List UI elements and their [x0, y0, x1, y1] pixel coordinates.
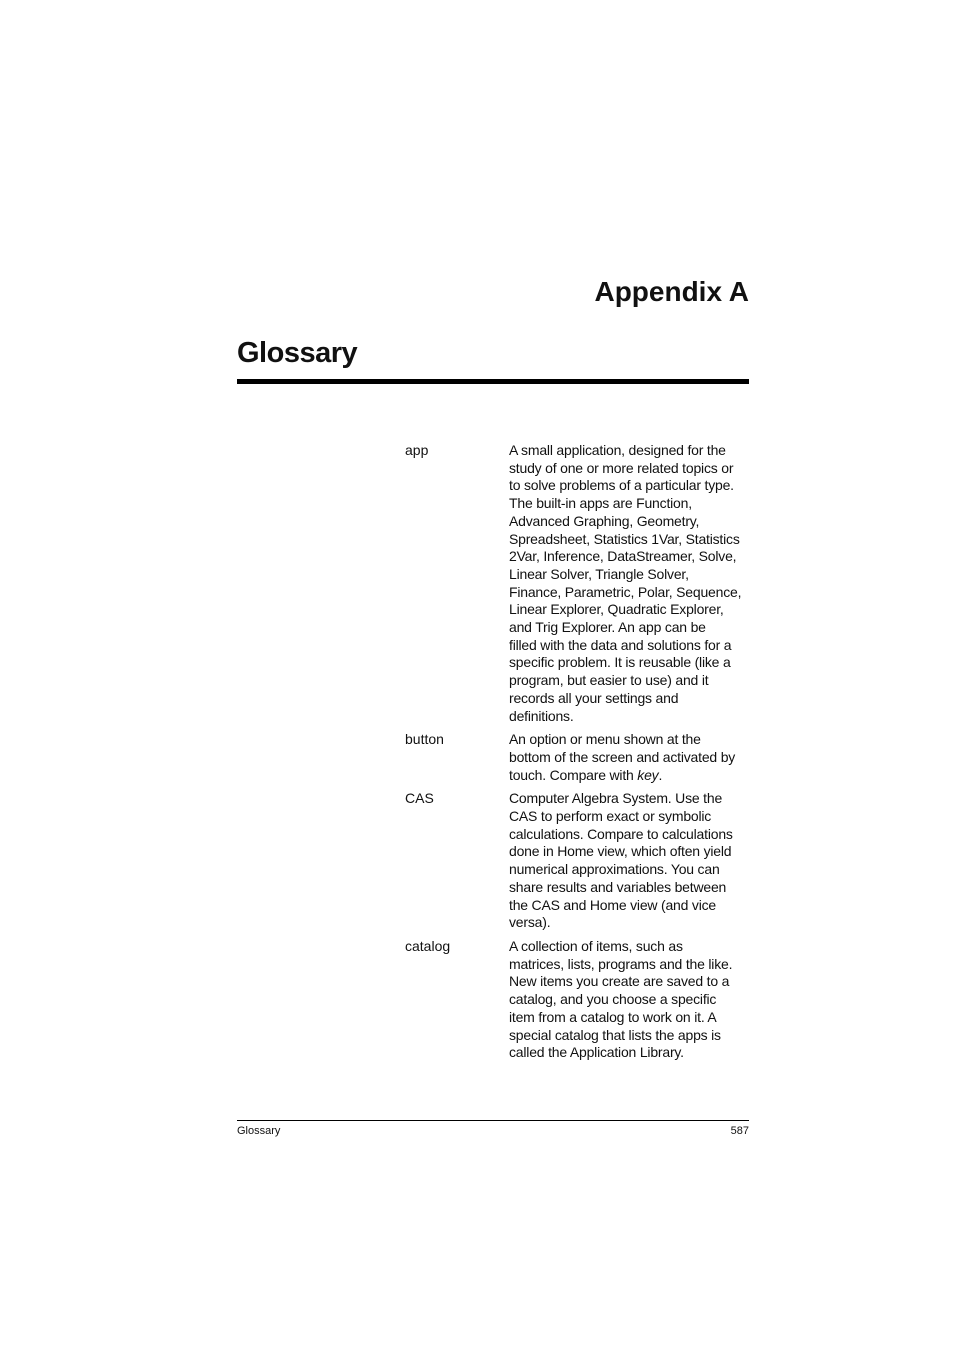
glossary-list	[405, 442, 750, 1068]
footer-rule	[237, 1120, 749, 1121]
definition-line: Linear Solver, Triangle Solver,	[509, 565, 689, 582]
definition-line: matrices, lists, programs and the like.	[509, 955, 733, 972]
definition-line: The built-in apps are Function,	[509, 495, 692, 512]
definition-line: An option or menu shown at the	[509, 731, 701, 748]
definition-line: definitions.	[509, 707, 574, 724]
definition-line: the CAS and Home view (and vice	[509, 896, 717, 913]
glossary-term: app	[405, 442, 429, 458]
definition-line: versa).	[509, 914, 551, 931]
definition-line: program, but easier to use) and it	[509, 672, 709, 689]
definition-line: called the Application Library.	[509, 1044, 684, 1061]
definition-line: item from a catalog to work on it. A	[509, 1008, 717, 1025]
definition-line: records all your settings and	[509, 689, 679, 706]
definition-line: Spreadsheet, Statistics 1Var, Statistics	[509, 530, 740, 547]
definition-text: .	[658, 766, 663, 783]
definition-line: calculations. Compare to calculations	[509, 825, 733, 842]
glossary-definition	[509, 442, 741, 725]
title-rule	[237, 379, 749, 384]
definition-line: Computer Algebra System. Use the	[509, 790, 723, 807]
glossary-entry-catalog	[405, 938, 750, 1062]
glossary-definition	[509, 790, 741, 932]
definition-line: New items you create are saved to a	[509, 973, 730, 990]
definition-line: catalog, and you choose a specific	[509, 991, 717, 1008]
definition-line: A collection of items, such as	[509, 937, 683, 954]
glossary-term: catalog	[405, 937, 451, 954]
glossary-definition	[509, 938, 741, 1062]
glossary-term: CAS	[405, 790, 434, 807]
glossary-definition	[509, 731, 741, 784]
definition-line: Finance, Parametric, Polar, Sequence,	[509, 583, 742, 600]
definition-line: numerical approximations. You can	[509, 861, 720, 878]
definition-line: bottom of the screen and activated by	[509, 748, 736, 765]
footer-section-label: Glossary	[237, 1125, 281, 1137]
glossary-entry-cas	[405, 790, 750, 932]
definition-line: Linear Explorer, Quadratic Explorer,	[509, 601, 724, 618]
definition-line: CAS to perform exact or symbolic	[509, 808, 712, 825]
cross-reference-term: key	[637, 766, 659, 783]
definition-line: done in Home view, which often yield	[509, 843, 732, 860]
definition-line: study of one or more related topics or	[509, 459, 734, 476]
glossary-entry-app	[405, 442, 750, 725]
definition-line: to solve problems of a particular type.	[509, 477, 734, 494]
definition-line: and Trig Explorer. An app can be	[509, 619, 706, 636]
page-number: 587	[730, 1125, 749, 1137]
definition-line	[509, 767, 741, 785]
definition-line: Advanced Graphing, Geometry,	[509, 512, 700, 529]
definition-line: specific problem. It is reusable (like a	[509, 654, 731, 671]
definition-line: 2Var, Inference, DataStreamer, Solve,	[509, 548, 737, 565]
glossary-entry-button	[405, 731, 750, 784]
chapter-title: Glossary	[237, 337, 358, 369]
glossary-term: button	[405, 731, 444, 748]
definition-text: touch. Compare with	[509, 766, 638, 783]
definition-line: share results and variables between	[509, 878, 727, 895]
definition-line: A small application, designed for the	[509, 442, 726, 458]
definition-line: special catalog that lists the apps is	[509, 1026, 721, 1043]
definition-line: filled with the data and solutions for a	[509, 636, 732, 653]
appendix-title: Appendix A	[594, 276, 749, 307]
